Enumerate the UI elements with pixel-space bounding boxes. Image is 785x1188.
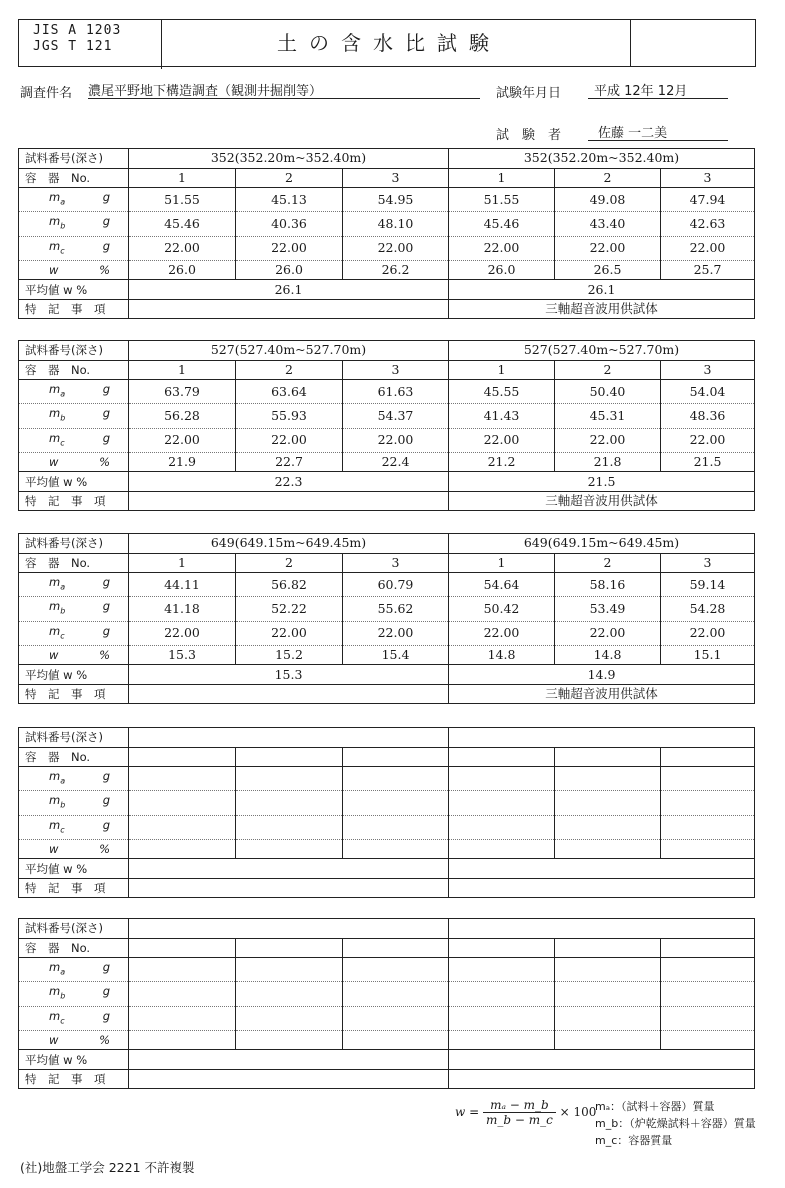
survey-name: 濃尾平野地下構造調査（観測井掘削等） [88, 84, 323, 99]
row-label-w: w % [19, 839, 129, 859]
row-label-avg: 平均値 w % [19, 472, 129, 492]
containers-right-2: 2 [555, 360, 661, 380]
copyright-footer: (社)地盤工学会 2221 不許複製 [20, 1160, 195, 1175]
ma-right-1 [449, 958, 555, 982]
row-label-container: 容 器 No. [19, 747, 129, 767]
survey-label: 調査件名 [20, 86, 73, 101]
mb-left-2 [236, 982, 343, 1006]
mc-right-3: 22.00 [661, 236, 755, 260]
remark-left [129, 878, 449, 898]
remark-left [129, 491, 449, 511]
containers-left-3: 3 [343, 360, 449, 380]
test-block-1 [18, 148, 755, 319]
ma-right-2 [555, 767, 661, 791]
avg-right: 26.1 [449, 280, 755, 300]
row-label-mc: $m_c$ g [19, 428, 129, 452]
ma-right-1 [449, 767, 555, 791]
mc-left-3: 22.00 [343, 621, 449, 645]
containers-right-1: 1 [449, 553, 555, 573]
mb-left-2: 52.22 [236, 597, 343, 621]
ma-right-3: 59.14 [661, 573, 755, 597]
containers-left-1: 1 [129, 553, 236, 573]
avg-right: 21.5 [449, 472, 755, 492]
mc-right-1: 22.00 [449, 621, 555, 645]
row-label-remarks: 特 記 事 項 [19, 491, 129, 511]
containers-left-2 [236, 747, 343, 767]
mb-right-1 [449, 791, 555, 815]
mb-right-2: 45.31 [555, 404, 661, 428]
avg-right [449, 859, 755, 879]
legend-ma: mₐ：（試料＋容器）質量 [595, 1100, 715, 1113]
row-label-w: w % [19, 452, 129, 472]
avg-right: 14.9 [449, 665, 755, 685]
formula-lhs: w = [455, 1105, 480, 1119]
w-right-2 [555, 1030, 661, 1050]
standard-code [19, 20, 162, 69]
mb-right-1: 45.46 [449, 212, 555, 236]
containers-right-2: 2 [555, 168, 661, 188]
row-label-remarks: 特 記 事 項 [19, 878, 129, 898]
mc-left-1: 22.00 [129, 621, 236, 645]
containers-right-3 [661, 938, 755, 958]
sample-no-left: 527(527.40m~527.70m) [129, 341, 449, 361]
containers-right-2 [555, 938, 661, 958]
containers-left-3 [343, 938, 449, 958]
containers-left-1 [129, 938, 236, 958]
avg-left: 15.3 [129, 665, 449, 685]
formula-numerator: mₐ − m_b [483, 1098, 556, 1113]
mc-left-3 [343, 815, 449, 839]
w-left-3 [343, 1030, 449, 1050]
sample-no-right: 649(649.15m~649.45m) [449, 534, 755, 554]
tester-name: 佐藤 一二美 [598, 126, 668, 141]
remark-left [129, 1069, 449, 1089]
ma-left-3 [343, 767, 449, 791]
w-left-1 [129, 1030, 236, 1050]
test-date-field [588, 80, 728, 99]
w-left-3: 26.2 [343, 260, 449, 280]
w-right-1: 26.0 [449, 260, 555, 280]
tester-field [588, 122, 728, 141]
containers-right-2 [555, 747, 661, 767]
row-label-sample: 試料番号(深さ) [19, 149, 129, 169]
mb-right-3 [661, 791, 755, 815]
ma-left-1: 51.55 [129, 188, 236, 212]
containers-left-2: 2 [236, 168, 343, 188]
mc-left-2: 22.00 [236, 621, 343, 645]
row-label-ma: $m_a$ g [19, 958, 129, 982]
ma-right-3 [661, 958, 755, 982]
sample-no-right: 527(527.40m~527.70m) [449, 341, 755, 361]
w-right-2: 26.5 [555, 260, 661, 280]
water-content-formula [455, 1098, 596, 1127]
mb-left-2: 55.93 [236, 404, 343, 428]
w-left-2: 26.0 [236, 260, 343, 280]
row-label-w: w % [19, 260, 129, 280]
ma-left-3: 61.63 [343, 380, 449, 404]
mb-right-2: 53.49 [555, 597, 661, 621]
containers-right-1: 1 [449, 168, 555, 188]
ma-left-1: 63.79 [129, 380, 236, 404]
mc-right-1: 22.00 [449, 428, 555, 452]
w-right-2: 14.8 [555, 645, 661, 665]
row-label-container: 容 器 No. [19, 553, 129, 573]
mc-left-2: 22.00 [236, 236, 343, 260]
row-label-avg: 平均値 w % [19, 280, 129, 300]
formula-fraction [483, 1098, 556, 1127]
w-right-3: 15.1 [661, 645, 755, 665]
w-right-1 [449, 1030, 555, 1050]
mc-left-2 [236, 1006, 343, 1030]
row-label-w: w % [19, 645, 129, 665]
mb-right-1 [449, 982, 555, 1006]
mc-right-2: 22.00 [555, 236, 661, 260]
ma-left-1 [129, 767, 236, 791]
containers-right-1: 1 [449, 360, 555, 380]
w-left-3: 15.4 [343, 645, 449, 665]
row-label-mb: $m_b$ g [19, 597, 129, 621]
w-left-3 [343, 839, 449, 859]
mb-left-3 [343, 982, 449, 1006]
test-block-2 [18, 340, 755, 511]
form-title: 土の含水比試験 [148, 20, 631, 66]
w-right-3: 25.7 [661, 260, 755, 280]
w-left-1: 21.9 [129, 452, 236, 472]
containers-right-3: 3 [661, 553, 755, 573]
row-label-avg: 平均値 w % [19, 859, 129, 879]
sample-no-right: 352(352.20m~352.40m) [449, 149, 755, 169]
mb-left-3: 55.62 [343, 597, 449, 621]
form-header [18, 19, 756, 67]
w-right-1 [449, 839, 555, 859]
w-left-1: 15.3 [129, 645, 236, 665]
containers-left-2 [236, 938, 343, 958]
mb-left-3 [343, 791, 449, 815]
mc-right-3 [661, 1006, 755, 1030]
w-right-3 [661, 839, 755, 859]
ma-right-2: 58.16 [555, 573, 661, 597]
row-label-sample: 試料番号(深さ) [19, 341, 129, 361]
mb-right-2 [555, 982, 661, 1006]
containers-right-1 [449, 938, 555, 958]
mc-right-2 [555, 1006, 661, 1030]
mb-right-3 [661, 982, 755, 1006]
mb-left-3: 48.10 [343, 212, 449, 236]
mb-right-2 [555, 791, 661, 815]
formula-legend [595, 1098, 756, 1149]
remark-left [129, 684, 449, 704]
row-label-container: 容 器 No. [19, 938, 129, 958]
ma-right-2: 50.40 [555, 380, 661, 404]
containers-left-3: 3 [343, 168, 449, 188]
test-block-5 [18, 918, 755, 1089]
mc-right-1 [449, 815, 555, 839]
mb-left-1: 45.46 [129, 212, 236, 236]
remark-right: 三軸超音波用供試体 [449, 299, 755, 319]
avg-left: 26.1 [129, 280, 449, 300]
containers-left-1: 1 [129, 360, 236, 380]
w-left-2: 22.7 [236, 452, 343, 472]
w-left-1: 26.0 [129, 260, 236, 280]
formula-denominator: m_b − m_c [485, 1113, 553, 1127]
mc-right-2 [555, 815, 661, 839]
remark-right: 三軸超音波用供試体 [449, 491, 755, 511]
sample-no-right [449, 919, 755, 939]
test-block-4 [18, 727, 755, 898]
mb-right-3: 48.36 [661, 404, 755, 428]
w-left-3: 22.4 [343, 452, 449, 472]
avg-right [449, 1050, 755, 1070]
row-label-ma: $m_a$ g [19, 380, 129, 404]
remark-left [129, 299, 449, 319]
avg-left [129, 1050, 449, 1070]
mb-left-2 [236, 791, 343, 815]
ma-left-2 [236, 958, 343, 982]
mc-left-2: 22.00 [236, 428, 343, 452]
w-right-2 [555, 839, 661, 859]
remark-right [449, 1069, 755, 1089]
mc-right-1: 22.00 [449, 236, 555, 260]
containers-right-1 [449, 747, 555, 767]
row-label-sample: 試料番号(深さ) [19, 919, 129, 939]
sample-no-left [129, 728, 449, 748]
row-label-ma: $m_a$ g [19, 767, 129, 791]
mb-left-2: 40.36 [236, 212, 343, 236]
row-label-mc: $m_c$ g [19, 621, 129, 645]
mc-left-1 [129, 815, 236, 839]
containers-left-3 [343, 747, 449, 767]
sample-no-right [449, 728, 755, 748]
w-right-1: 14.8 [449, 645, 555, 665]
ma-right-1: 54.64 [449, 573, 555, 597]
containers-left-3: 3 [343, 553, 449, 573]
row-label-remarks: 特 記 事 項 [19, 1069, 129, 1089]
mc-left-2 [236, 815, 343, 839]
row-label-sample: 試料番号(深さ) [19, 728, 129, 748]
row-label-sample: 試料番号(深さ) [19, 534, 129, 554]
row-label-mb: $m_b$ g [19, 982, 129, 1006]
w-left-1 [129, 839, 236, 859]
ma-right-3: 54.04 [661, 380, 755, 404]
ma-right-3: 47.94 [661, 188, 755, 212]
sample-no-left: 649(649.15m~649.45m) [129, 534, 449, 554]
mc-right-2: 22.00 [555, 428, 661, 452]
containers-left-1: 1 [129, 168, 236, 188]
standard-code-jgs: JGS T 121 [33, 39, 113, 54]
mb-left-1 [129, 982, 236, 1006]
row-label-remarks: 特 記 事 項 [19, 299, 129, 319]
w-right-1: 21.2 [449, 452, 555, 472]
containers-left-2: 2 [236, 360, 343, 380]
mc-right-2: 22.00 [555, 621, 661, 645]
mb-left-1: 41.18 [129, 597, 236, 621]
w-right-3 [661, 1030, 755, 1050]
sample-no-left [129, 919, 449, 939]
ma-left-2: 56.82 [236, 573, 343, 597]
ma-right-3 [661, 767, 755, 791]
row-label-container: 容 器 No. [19, 360, 129, 380]
tester-label: 試 験 者 [496, 128, 562, 143]
ma-left-2: 63.64 [236, 380, 343, 404]
formula-multiplier: × 100 [559, 1105, 597, 1119]
mb-right-3: 42.63 [661, 212, 755, 236]
row-label-mc: $m_c$ g [19, 236, 129, 260]
ma-right-2: 49.08 [555, 188, 661, 212]
row-label-mc: $m_c$ g [19, 1006, 129, 1030]
ma-right-2 [555, 958, 661, 982]
mc-left-3 [343, 1006, 449, 1030]
mc-right-3 [661, 815, 755, 839]
mb-left-1 [129, 791, 236, 815]
w-left-2: 15.2 [236, 645, 343, 665]
row-label-mc: $m_c$ g [19, 815, 129, 839]
mb-right-1: 50.42 [449, 597, 555, 621]
ma-left-3: 60.79 [343, 573, 449, 597]
ma-left-2: 45.13 [236, 188, 343, 212]
ma-left-3: 54.95 [343, 188, 449, 212]
w-left-2 [236, 839, 343, 859]
row-label-ma: $m_a$ g [19, 573, 129, 597]
row-label-mb: $m_b$ g [19, 212, 129, 236]
mb-right-3: 54.28 [661, 597, 755, 621]
mb-right-1: 41.43 [449, 404, 555, 428]
legend-mc: m_c：容器質量 [595, 1134, 673, 1147]
row-label-mb: $m_b$ g [19, 791, 129, 815]
row-label-remarks: 特 記 事 項 [19, 684, 129, 704]
ma-left-2 [236, 767, 343, 791]
row-label-avg: 平均値 w % [19, 1050, 129, 1070]
mc-right-3: 22.00 [661, 428, 755, 452]
row-label-container: 容 器 No. [19, 168, 129, 188]
containers-left-1 [129, 747, 236, 767]
w-right-3: 21.5 [661, 452, 755, 472]
mb-left-1: 56.28 [129, 404, 236, 428]
containers-left-2: 2 [236, 553, 343, 573]
containers-right-3 [661, 747, 755, 767]
remark-right [449, 878, 755, 898]
w-left-2 [236, 1030, 343, 1050]
containers-right-3: 3 [661, 168, 755, 188]
test-date-label: 試験年月日 [496, 86, 562, 101]
row-label-avg: 平均値 w % [19, 665, 129, 685]
mc-left-1: 22.00 [129, 236, 236, 260]
mc-right-3: 22.00 [661, 621, 755, 645]
mb-left-3: 54.37 [343, 404, 449, 428]
ma-right-1: 51.55 [449, 188, 555, 212]
mc-left-1 [129, 1006, 236, 1030]
row-label-ma: $m_a$ g [19, 188, 129, 212]
row-label-w: w % [19, 1030, 129, 1050]
containers-right-2: 2 [555, 553, 661, 573]
standard-code-jis: JIS A 1203 [33, 23, 122, 38]
mc-left-3: 22.00 [343, 236, 449, 260]
avg-left [129, 859, 449, 879]
w-right-2: 21.8 [555, 452, 661, 472]
avg-left: 22.3 [129, 472, 449, 492]
mc-left-3: 22.00 [343, 428, 449, 452]
test-date-value: 平成 12年 12月 [594, 84, 688, 99]
remark-right: 三軸超音波用供試体 [449, 684, 755, 704]
ma-left-1: 44.11 [129, 573, 236, 597]
ma-right-1: 45.55 [449, 380, 555, 404]
test-block-3 [18, 533, 755, 704]
survey-name-field [88, 80, 480, 99]
sample-no-left: 352(352.20m~352.40m) [129, 149, 449, 169]
ma-left-1 [129, 958, 236, 982]
mc-left-1: 22.00 [129, 428, 236, 452]
row-label-mb: $m_b$ g [19, 404, 129, 428]
mb-right-2: 43.40 [555, 212, 661, 236]
ma-left-3 [343, 958, 449, 982]
containers-right-3: 3 [661, 360, 755, 380]
mc-right-1 [449, 1006, 555, 1030]
legend-mb: m_b：（炉乾燥試料＋容器）質量 [595, 1117, 756, 1130]
